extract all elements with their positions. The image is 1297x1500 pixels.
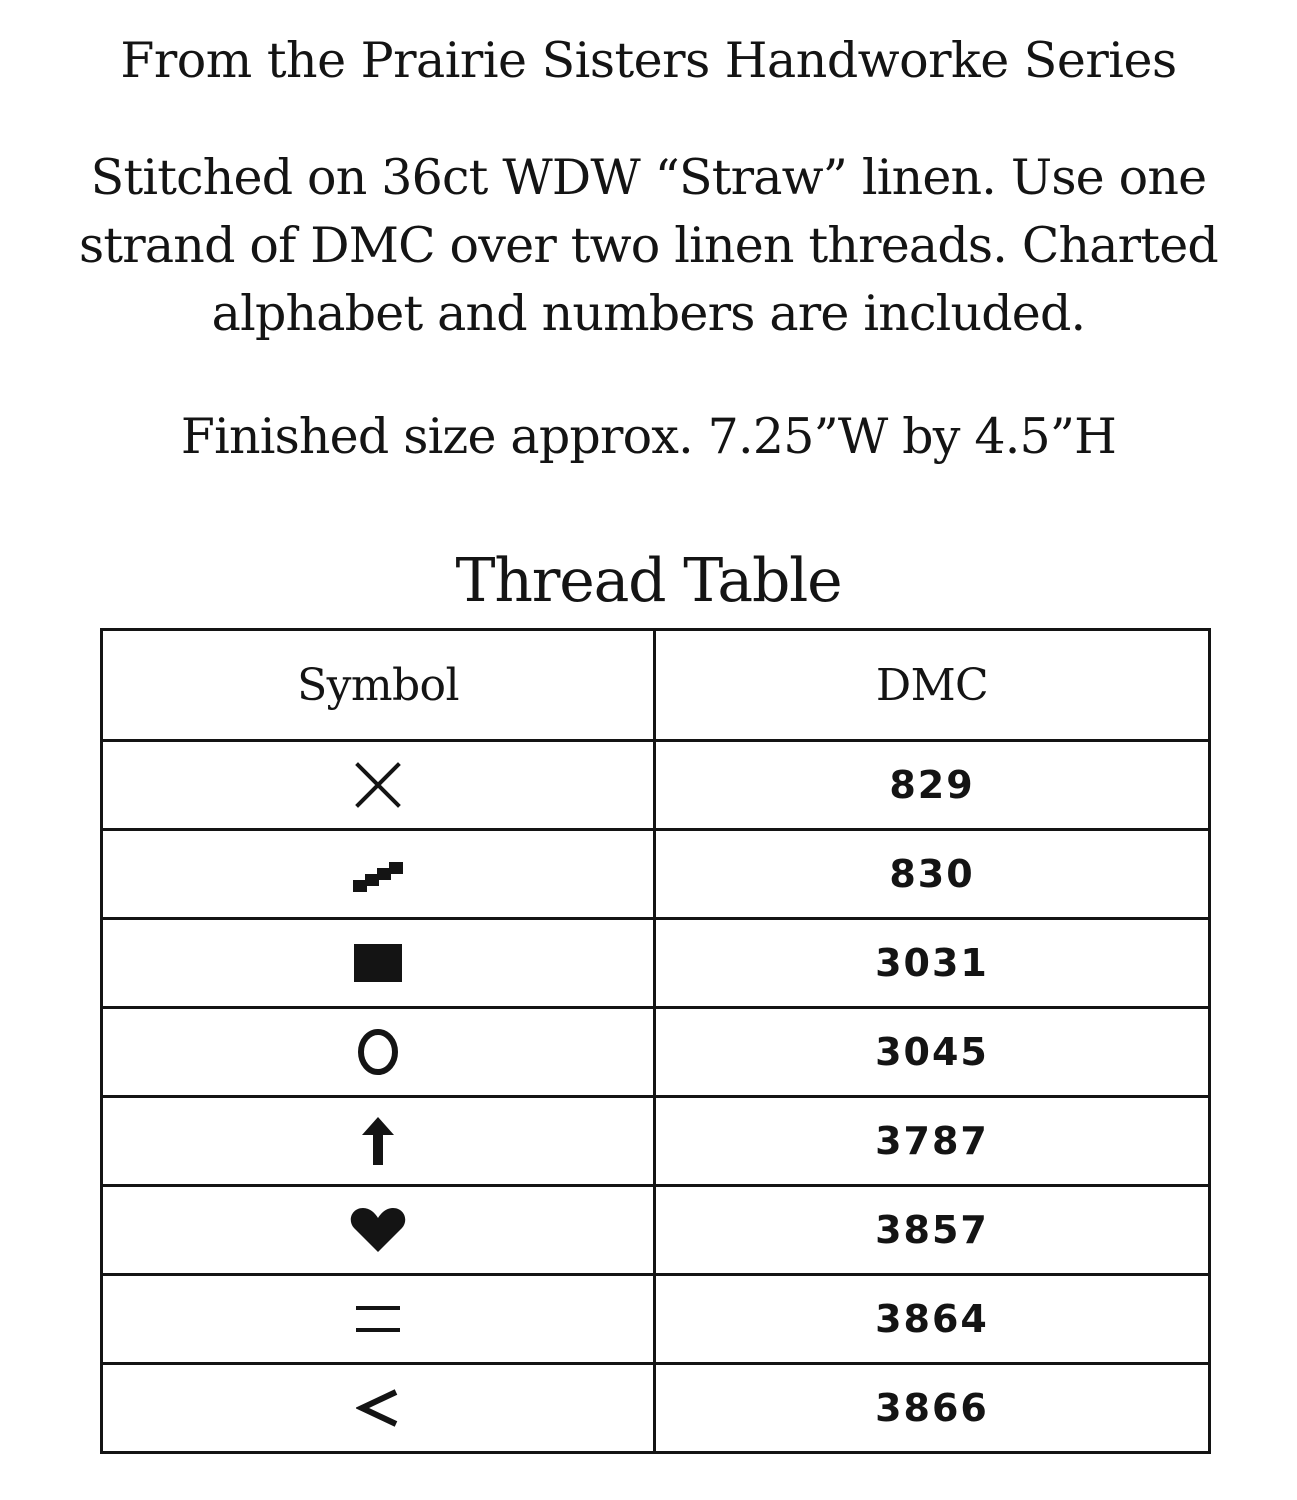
symbol-column-header: Symbol	[102, 630, 655, 741]
symbol-cell	[102, 1097, 655, 1186]
filled-square-icon	[353, 944, 403, 982]
dmc-value: 3864	[875, 1297, 989, 1341]
dmc-value: 3045	[875, 1030, 989, 1074]
dmc-cell	[655, 1008, 1210, 1097]
dmc-value: 3866	[875, 1386, 989, 1430]
thread-table	[100, 628, 1211, 1454]
description-line-3: alphabet and numbers are included.	[211, 285, 1086, 342]
dmc-cell	[655, 741, 1210, 830]
heart-icon	[350, 1206, 406, 1254]
dmc-cell	[655, 1186, 1210, 1275]
symbol-cell	[102, 741, 655, 830]
up-arrow-icon	[360, 1117, 396, 1165]
symbol-cell	[102, 919, 655, 1008]
symbol-cell	[102, 1275, 655, 1364]
table-row	[102, 830, 1210, 919]
dmc-cell	[655, 1097, 1210, 1186]
double-bar-icon	[354, 1302, 402, 1336]
series-title: From the Prairie Sisters Handworke Series	[120, 32, 1177, 89]
dmc-value: 3857	[875, 1208, 989, 1252]
thread-table-title: Thread Table	[455, 546, 842, 616]
less-than-icon	[356, 1388, 400, 1428]
finished-size: Finished size approx. 7.25”W by 4.5”H	[180, 408, 1117, 465]
dmc-cell	[655, 919, 1210, 1008]
circle-o-icon	[356, 1027, 400, 1077]
x-mark-icon	[353, 760, 403, 810]
symbol-cell	[102, 1364, 655, 1453]
pattern-description	[30, 144, 1267, 348]
description-line-1: Stitched on 36ct WDW “Straw” linen. Use one	[90, 149, 1207, 206]
staircase-icon	[353, 856, 403, 892]
dmc-cell	[655, 1364, 1210, 1453]
table-row	[102, 1364, 1210, 1453]
table-row	[102, 1008, 1210, 1097]
description-line-2: strand of DMC over two linen threads. Charted	[79, 217, 1218, 274]
table-row	[102, 1275, 1210, 1364]
symbol-cell	[102, 1008, 655, 1097]
dmc-value: 830	[889, 852, 975, 896]
dmc-cell	[655, 830, 1210, 919]
dmc-column-header: DMC	[655, 630, 1210, 741]
dmc-value: 3031	[875, 941, 989, 985]
table-row	[102, 919, 1210, 1008]
table-row	[102, 1097, 1210, 1186]
table-row	[102, 741, 1210, 830]
table-row	[102, 1186, 1210, 1275]
dmc-value: 3787	[875, 1119, 989, 1163]
dmc-cell	[655, 1275, 1210, 1364]
symbol-cell	[102, 830, 655, 919]
symbol-cell	[102, 1186, 655, 1275]
thread-table-header-row	[102, 630, 1210, 741]
dmc-value: 829	[889, 763, 975, 807]
